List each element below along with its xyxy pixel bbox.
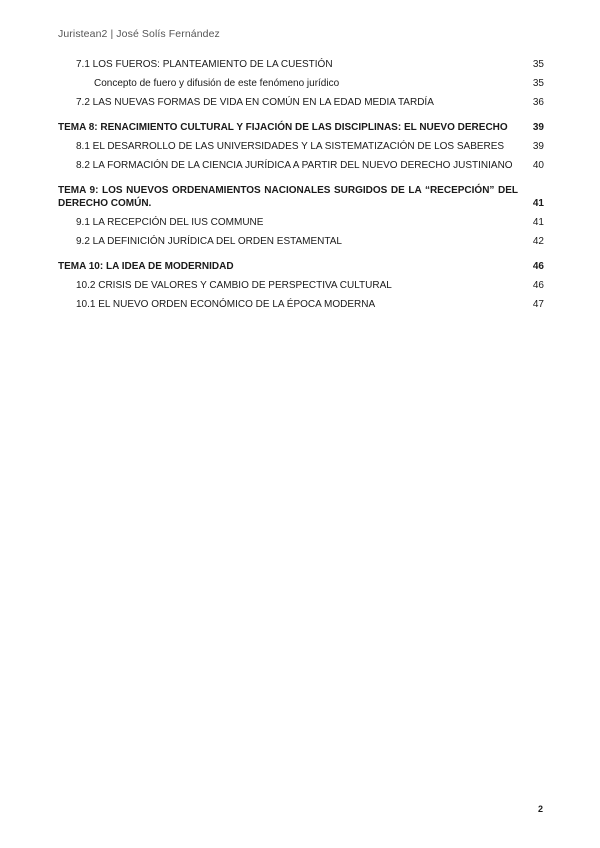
- toc-entry-title: TEMA 9: LOS NUEVOS ORDENAMIENTOS NACIONALES SURGIDOS DE LA “RECEPCIÓN” DEL DERECHO COMÚN.: [58, 185, 518, 209]
- toc-entry-title: 9.1 LA RECEPCIÓN DEL IUS COMMUNE: [76, 217, 264, 228]
- toc-entry-page: 39: [532, 122, 544, 133]
- toc-entry-title: 8.2 LA FORMACIÓN DE LA CIENCIA JURÍDICA A PARTIR DEL NUEVO DERECHO JUSTINIANO: [76, 160, 513, 171]
- toc-entry-page: 41: [532, 198, 544, 209]
- toc-entry-page: 35: [532, 59, 544, 70]
- toc-entry-page: 35: [532, 78, 544, 89]
- toc-entry-title: 10.1 EL NUEVO ORDEN ECONÓMICO DE LA ÉPOCA MODERNA: [76, 299, 376, 310]
- toc-entry-page: 42: [532, 236, 544, 247]
- toc-entry-title: 9.2 LA DEFINICIÓN JURÍDICA DEL ORDEN ESTAMENTAL: [76, 236, 342, 247]
- toc-entry-title: 8.1 EL DESARROLLO DE LAS UNIVERSIDADES Y LA SISTEMATIZACIÓN DE LOS SABERES: [76, 141, 505, 152]
- toc-entry[interactable]: [58, 298, 544, 311]
- toc-entry-title: Concepto de fuero y difusión de este fenómeno jurídico: [94, 78, 340, 89]
- toc-entry-title: TEMA 10: LA IDEA DE MODERNIDAD: [58, 261, 234, 272]
- toc-entry-title: TEMA 8: RENACIMIENTO CULTURAL Y FIJACIÓN DE LAS DISCIPLINAS: EL NUEVO DERECHO: [58, 122, 508, 133]
- toc-entry-page: 46: [532, 280, 544, 291]
- toc-entry-page: 39: [532, 141, 544, 152]
- toc-entry-page: 46: [532, 261, 544, 272]
- toc-entry[interactable]: [58, 216, 544, 229]
- toc-entry[interactable]: [58, 58, 544, 71]
- toc-entry-page: 47: [532, 299, 544, 310]
- toc-entry-page: 40: [532, 160, 544, 171]
- toc-entry-title: 7.2 LAS NUEVAS FORMAS DE VIDA EN COMÚN EN LA EDAD MEDIA TARDÍA: [76, 97, 434, 108]
- toc-entry[interactable]: [58, 140, 544, 153]
- table-of-contents: [58, 58, 544, 317]
- toc-entry-title: 7.1 LOS FUEROS: PLANTEAMIENTO DE LA CUESTIÓN: [76, 59, 333, 70]
- toc-entry[interactable]: [58, 96, 544, 109]
- toc-entry-page: 41: [532, 217, 544, 228]
- toc-entry-title: 10.2 CRISIS DE VALORES Y CAMBIO DE PERSPECTIVA CULTURAL: [76, 280, 392, 291]
- toc-entry-page: 36: [532, 97, 544, 108]
- page-header: Juristean2 | José Solís Fernández: [58, 28, 220, 40]
- toc-entry-chapter[interactable]: [58, 184, 544, 210]
- toc-entry[interactable]: [58, 279, 544, 292]
- toc-entry[interactable]: [58, 235, 544, 248]
- toc-entry-chapter[interactable]: [58, 121, 544, 134]
- toc-entry[interactable]: [58, 159, 544, 172]
- toc-entry-chapter[interactable]: [58, 260, 544, 273]
- page-number: 2: [537, 804, 543, 814]
- toc-entry[interactable]: [58, 77, 544, 90]
